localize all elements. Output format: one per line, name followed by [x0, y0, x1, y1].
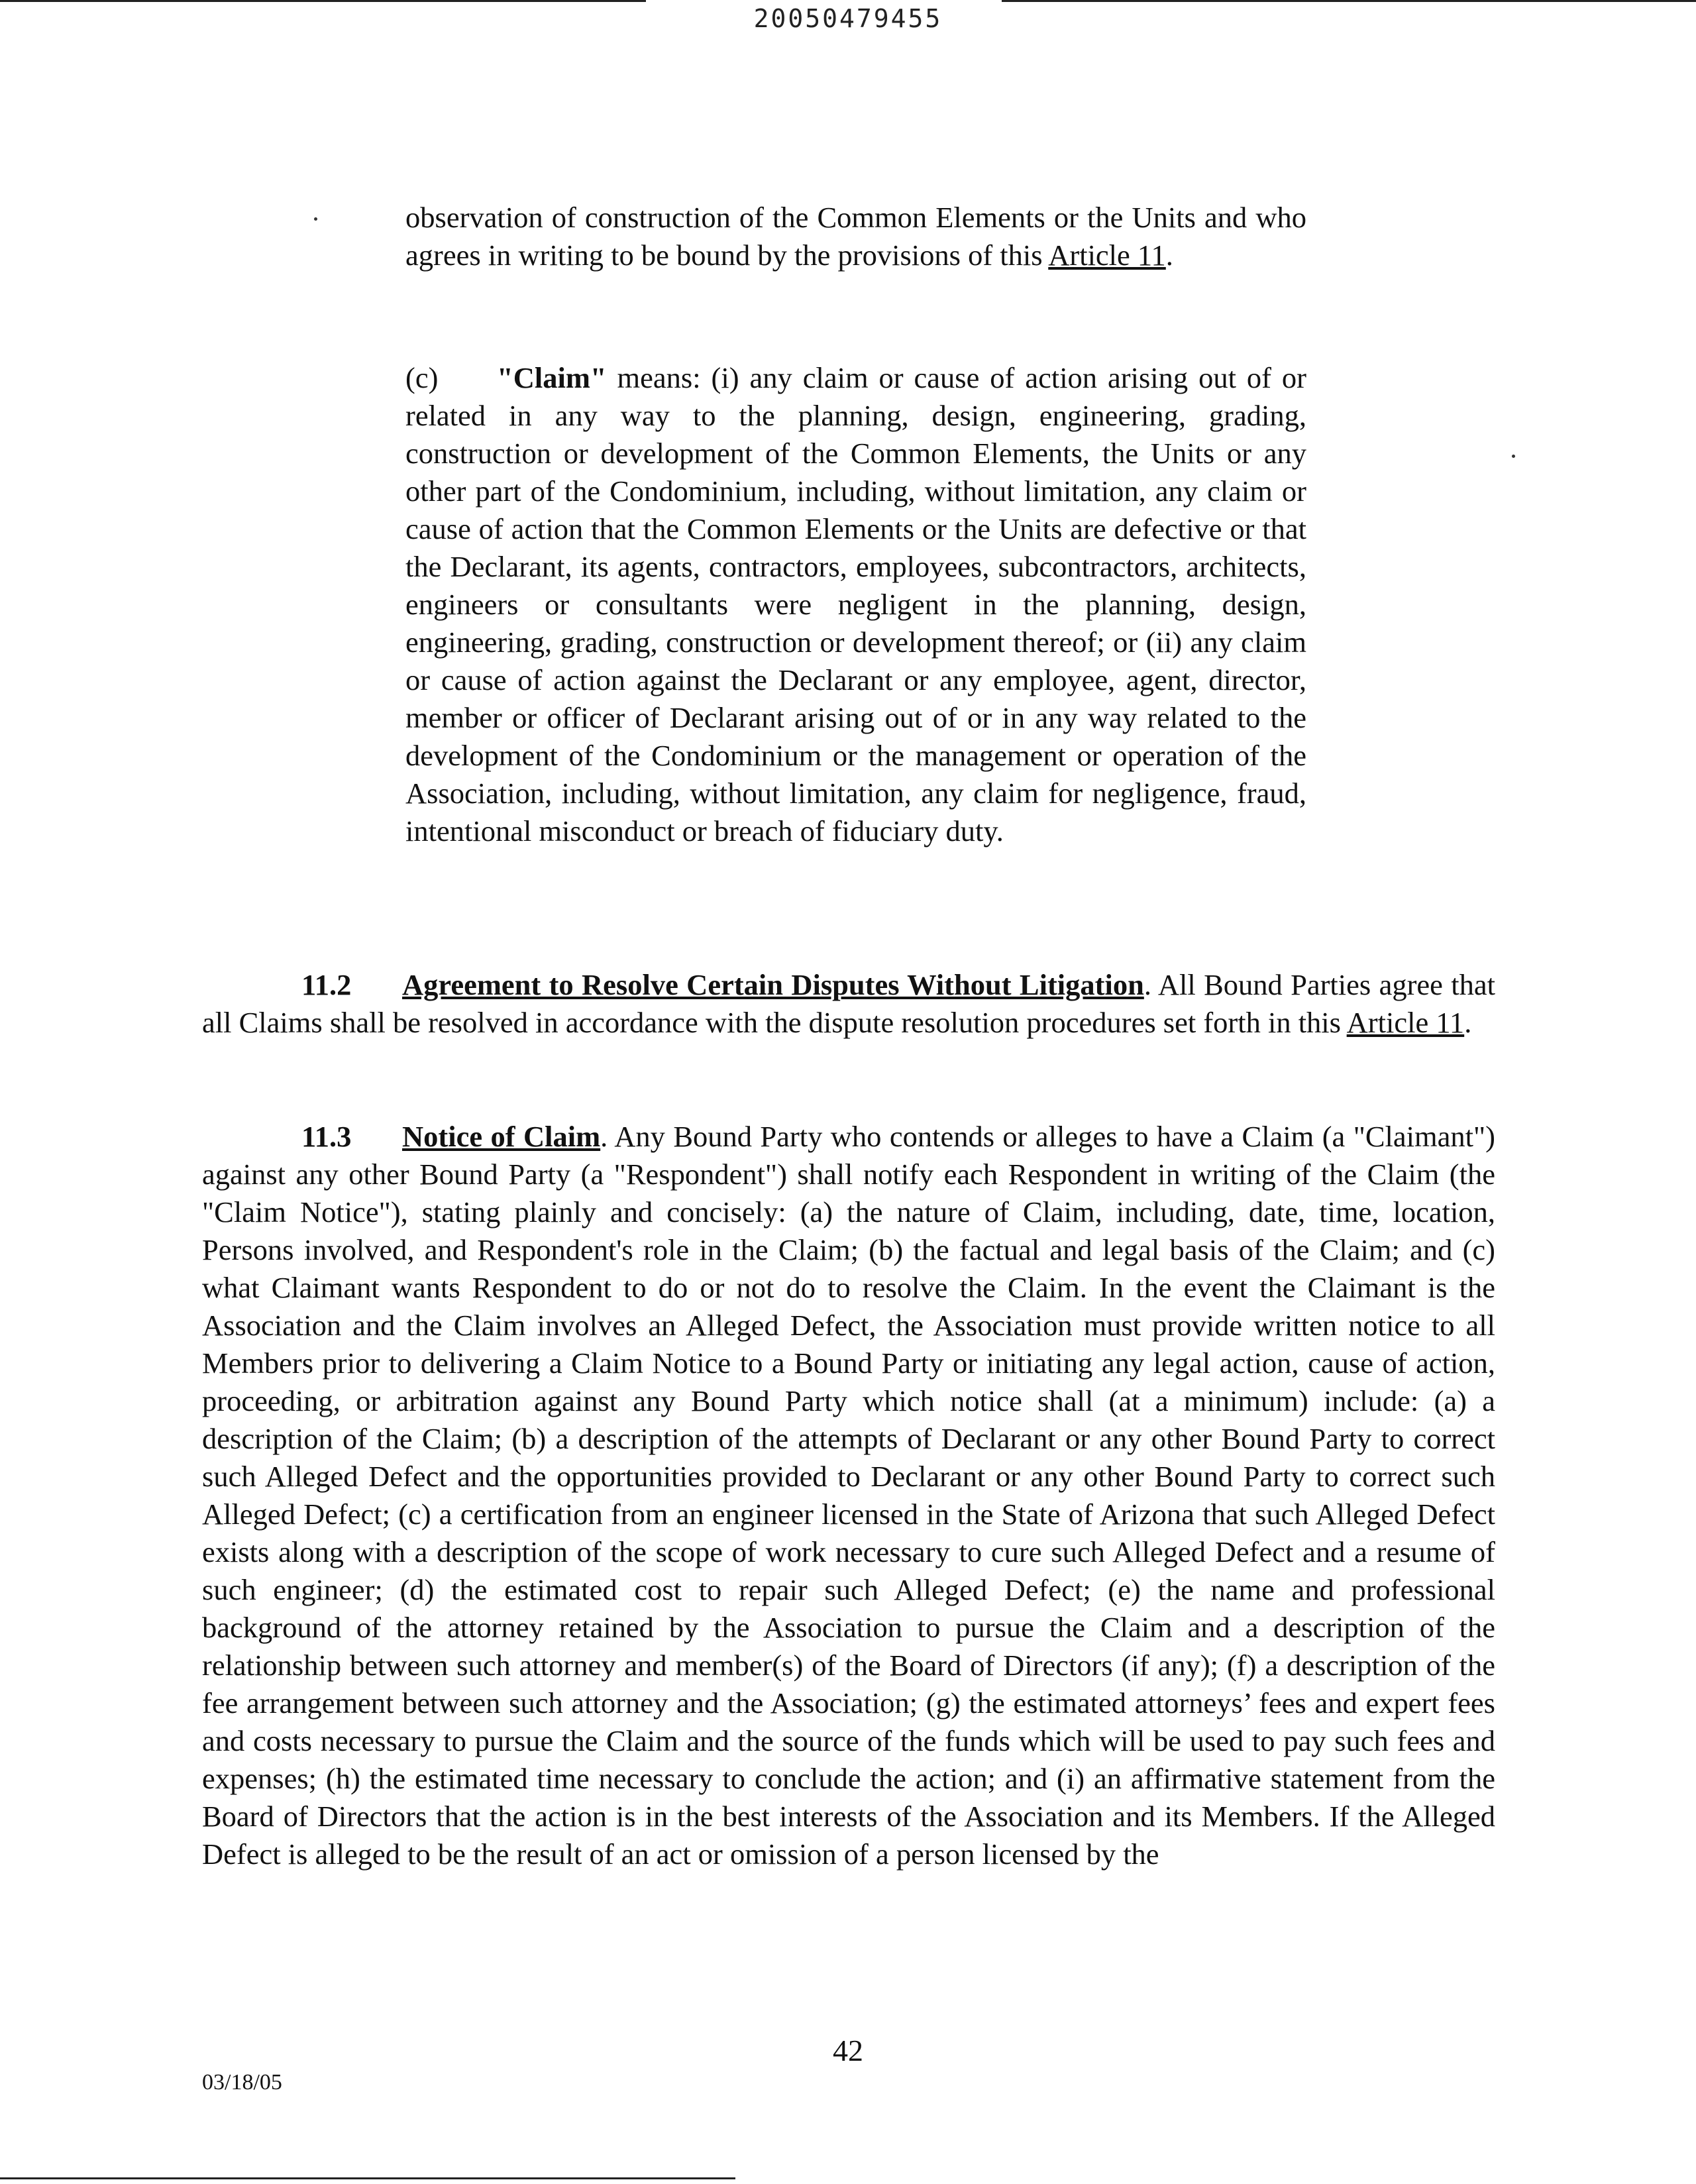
top-border-left: [0, 0, 646, 2]
defined-term: "Claim": [497, 361, 607, 394]
top-border-right: [1002, 0, 1696, 2]
section-number: 11.3: [301, 1120, 352, 1153]
continuation-text: observation of construction of the Common Elements or the Units and who agrees in writing to be bound by the provisions of this: [405, 201, 1306, 272]
continuation-paragraph: [405, 199, 1306, 274]
article-reference: Article 11: [1346, 1006, 1465, 1039]
section-text: . All Bound Parties agree that all Claims shall be resolved in accordance with the dispute resolution procedures set forth in this: [202, 968, 1495, 1039]
bottom-border: [0, 2177, 735, 2179]
section-title: Notice of Claim: [402, 1120, 601, 1153]
scan-speck: [1512, 455, 1515, 458]
revision-date: 03/18/05: [202, 2070, 282, 2095]
scan-speck: [314, 217, 317, 221]
claim-definition-text: means: (i) any claim or cause of action arising out of or related in any way to the planning, design, engineering, grading, construction or development of the Common Elements, the Units or any other part of the Condominium, including, without limitation, any claim or cause of action that the Common Elements or the Units are defective or that the Declarant, its agents, contractors, employees, subcontractors, architects, engineers or consultants were negligent in the planning, design, engineering, grading, construction or development thereof; or (ii) any claim or cause of action against the Declarant or any employee, agent, director, member or officer of Declarant arising out of or in any way related to the development of the Condominium or the management or operation of the Association, including, without limitation, any claim for negligence, fraud, intentional misconduct or breach of fiduciary duty.: [405, 361, 1306, 847]
continuation-end: .: [1165, 239, 1173, 272]
section-11-2: [202, 966, 1495, 1042]
article-reference: Article 11: [1048, 239, 1166, 272]
section-number: 11.2: [301, 968, 352, 1001]
subsection-label: (c): [405, 361, 439, 394]
section-title: Agreement to Resolve Certain Disputes Without Litigation: [402, 968, 1144, 1001]
document-number: 20050479455: [753, 4, 943, 33]
section-text: . Any Bound Party who contends or alleges to have a Claim (a "Claimant") against any other Bound Party (a "Respondent") shall notify each Respondent in writing of the Claim (the "Claim Notice"), stating plainly and concisely: (a) the nature of Claim, including, date, time, location, Persons involved, and Respondent's role in the Claim; (b) the factual and legal basis of the Claim; and (c) what Claimant wants Respondent to do or not do to resolve the Claim. In the event the Claimant is the Association and the Claim involves an Alleged Defect, the Association must provide written notice to all Members prior to delivering a Claim Notice to a Bound Party or initiating any legal action, cause of action, proceeding, or arbitration against any Bound Party which notice shall (at a minimum) include: (a) a description of the Claim; (b) a description of the attempts of Declarant or any other Bound Party to correct such Alleged Defect and the opportunities provided to Declarant or any other Bound Party to correct such Alleged Defect; (c) a certification from an engineer licensed in the State of Arizona that such Alleged Defect exists along with a description of the scope of work necessary to cure such Alleged Defect and a resume of such engineer; (d) the estimated cost to repair such Alleged Defect; (e) the name and professional background of the attorney retained by the Association to pursue the Claim and a description of the relationship between such attorney and member(s) of the Board of Directors (if any); (f) a description of the fee arrangement between such attorney and the Association; (g) the estimated attorneys’ fees and expert fees and costs necessary to pursue the Claim and the source of the funds which will be used to pay such fees and expenses; (h) the estimated time necessary to conclude the action; and (i) an affirmative statement from the Board of Directors that the action is in the best interests of the Association and its Members. If the Alleged Defect is alleged to be the result of an act or omission of a person licensed by the: [202, 1120, 1495, 1871]
section-end: .: [1464, 1006, 1472, 1039]
section-11-3: [202, 1118, 1495, 1873]
page-number: 42: [833, 2034, 863, 2067]
claim-definition-paragraph: [405, 359, 1306, 850]
